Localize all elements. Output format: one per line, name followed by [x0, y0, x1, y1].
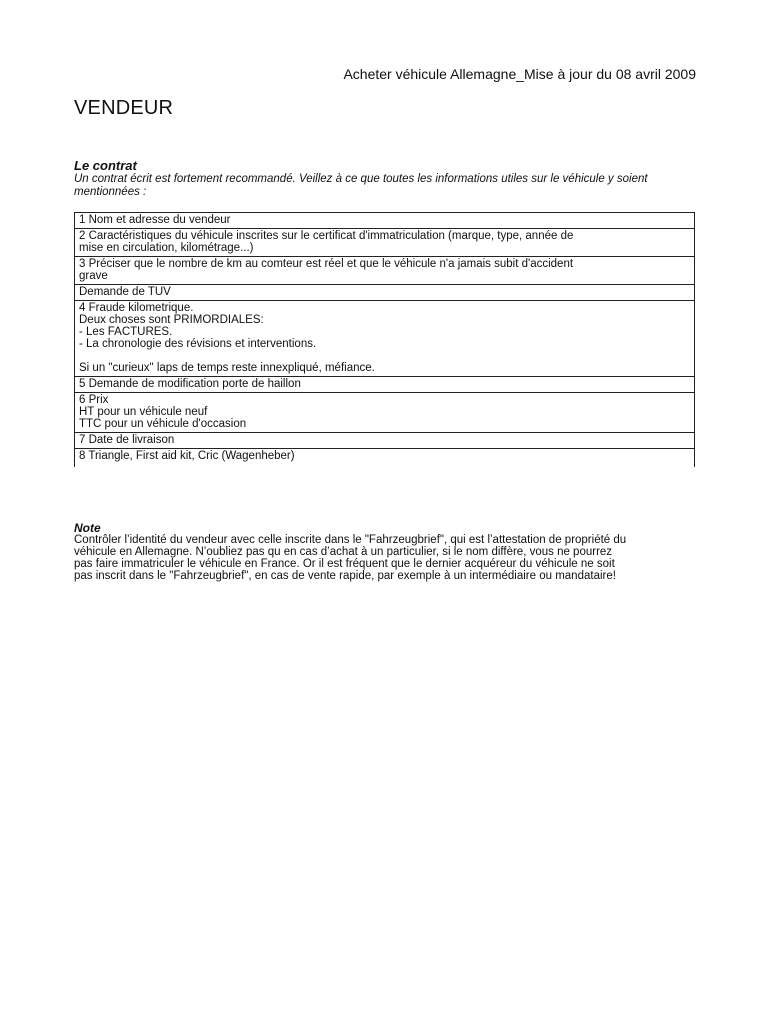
row-text: 5 Demande de modification porte de haillon — [79, 378, 301, 390]
table-row — [74, 229, 695, 257]
note-line: pas inscrit dans le "Fahrzeugbrief", en cas de vente rapide, par exemple à un intermédiaire ou mandataire! — [74, 570, 616, 582]
row-text: TTC pour un véhicule d'occasion — [79, 418, 247, 430]
row-text — [79, 350, 690, 362]
row-text: Demande de TUV — [79, 286, 171, 298]
table-row — [74, 213, 695, 229]
row-text: 3 Préciser que le nombre de km au comteur est réel et que le véhicule n'a jamais subit d'accident — [79, 258, 574, 270]
table-row — [74, 257, 695, 285]
page-title: VENDEUR — [74, 97, 174, 119]
intro-paragraph: Un contrat écrit est fortement recommandé. Veillez à ce que toutes les informations utiles sur le véhicule y soient mentionnées : — [74, 173, 648, 198]
row-text: 4 Fraude kilometrique. — [79, 302, 194, 314]
row-text: 7 Date de livraison — [79, 434, 175, 446]
note-line: pas faire immatriculer le véhicule en France. Or il est fréquent que le dernier acquéreur du véhicule ne soit — [74, 558, 615, 570]
note-line: véhicule en Allemagne. N’oubliez pas qu en cas d’achat à un particulier, si le nom diffère, vous ne pourrez — [74, 546, 613, 558]
note-line: Contrôler l’identité du vendeur avec celle inscrite dans le "Fahrzeugbrief", qui est l’attestation de propriété du — [74, 534, 627, 546]
row-text: 8 Triangle, First aid kit, Cric (Wagenheber) — [79, 450, 295, 462]
row-text: Deux choses sont PRIMORDIALES: — [79, 314, 264, 326]
table-row — [74, 301, 695, 377]
row-text: - La chronologie des révisions et interventions. — [79, 338, 317, 350]
contract-checklist-table — [74, 212, 695, 467]
table-row — [74, 433, 695, 449]
row-text: Si un "curieux" laps de temps reste innexpliqué, méfiance. — [79, 362, 375, 374]
row-text: HT pour un véhicule neuf — [79, 406, 208, 418]
document-header: Acheter véhicule Allemagne_Mise à jour du 08 avril 2009 — [343, 66, 696, 82]
table-row — [74, 449, 695, 467]
row-text: 6 Prix — [79, 394, 109, 406]
note-title: Note — [74, 521, 101, 535]
row-text: 1 Nom et adresse du vendeur — [79, 214, 231, 226]
row-text: grave — [79, 270, 108, 282]
table-row — [74, 285, 695, 301]
row-text: mise en circulation, kilométrage...) — [79, 242, 254, 254]
note-paragraph — [74, 534, 700, 582]
section-title: Le contrat — [74, 158, 137, 173]
row-text: - Les FACTURES. — [79, 326, 173, 338]
table-row — [74, 393, 695, 433]
row-text: 2 Caractéristiques du véhicule inscrites sur le certificat d'immatriculation (marque, type, année de — [79, 230, 574, 242]
table-row — [74, 377, 695, 393]
